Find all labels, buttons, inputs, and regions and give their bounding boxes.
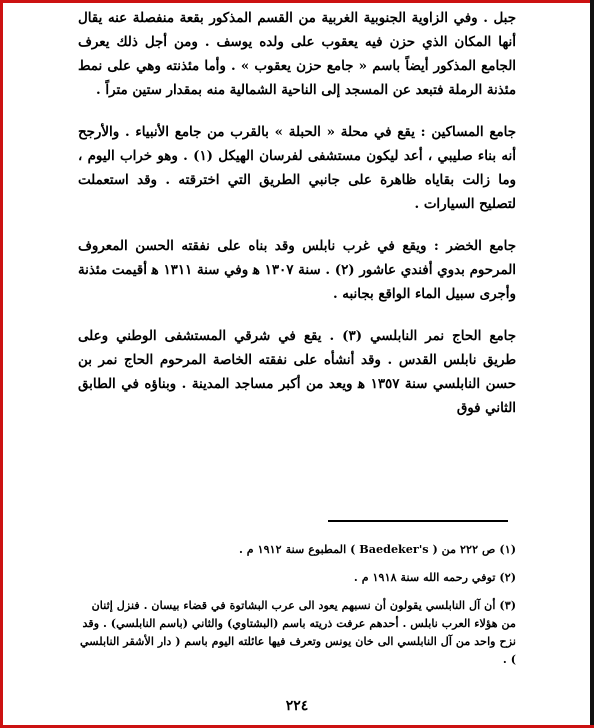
window-frame-right	[590, 0, 594, 728]
paragraph-text: جبل . وفي الزاوية الجنوبية الغربية من القسم المذكور بقعة منفصلة عنه يقال أنها المكان الذي حزن فيه يعقوب على ولده يوسف . ومن أجل ذلك يعرف الجامع المذكور أيضاً باسم « جامع حزن يعقوب » . وأما مئذنته وهي على نمط مئذنة الرملة فتبعد عن المسجد إلى الناحية الشمالية منه بمقدار ستين متراً .	[78, 10, 516, 98]
footnotes	[78, 540, 516, 668]
footnote-3: (٣) أن آل النابلسي يقولون أن نسبهم يعود الى عرب البشاتوة في قضاء بيسان . فنزل إثنان من هؤلاء العرب نابلس . أحدهم عرفت ذريته باسم (البشتاوي) والثاني (باسم النابلسي) . وقد نزح واحد من آل النابلسي الى خان يونس وتعرف فيها عائلته اليوم باسم ( دار الأشقر النابلسي ) .	[79, 598, 516, 666]
paragraph-nimr-mosque	[78, 324, 516, 420]
paragraph-text: (٣) . يقع في شرقي المستشفى الوطني وعلى طريق نابلس القدس . وقد أنشأه على نفقته الخاصة المرحوم الحاج نمر بن حسن النابلسي سنة ١٣٥٧ ﻫ ويعد من أكبر مساجد المدينة . وبناؤه في الطابق الثاني فوق	[78, 328, 517, 416]
footnote-1	[78, 540, 516, 558]
footnote-1-suffix: ) المطبوع سنة ١٩١٢ م .	[239, 542, 356, 556]
paragraph-intro	[78, 6, 516, 102]
footnote-divider	[328, 520, 508, 522]
footnote-1-prefix: (١) ص ٢٢٢ من (	[432, 542, 516, 556]
footnote-1-source: Baedeker's	[359, 542, 429, 556]
page-number: ٢٢٤	[285, 698, 309, 714]
paragraph-text: : ويقع في غرب نابلس وقد بناه على نفقته الحسن المعروف المرحوم بدوي أفندي عاشور (٢) . سنة ١٣٠٧ ﻫ وفي سنة ١٣١١ ﻫ أقيمت مئذنة وأجرى سبيل الماء الواقع بجانبه .	[78, 238, 516, 302]
paragraph-text: : يقع في محلة « الحبلة » بالقرب من جامع الأنبياء . والأرجح أنه بناء صليبي ، أعد ليكون مستشفى لفرسان الهيكل (١) . وهو خراب اليوم ، وما زالت بقاياه ظاهرة على جانبي الطريق التي اخترقته . وقد استعملت لتصليح السيارات .	[78, 124, 516, 212]
paragraph-khadr-mosque	[78, 234, 516, 306]
paragraph-heading: جامع الحاج نمر النابلسي	[370, 328, 516, 344]
paragraph-heading: جامع المساكين	[431, 124, 516, 140]
page-body	[78, 6, 516, 420]
paragraph-heading: جامع الخضر	[446, 238, 516, 254]
footnote-2: (٢) توفي رحمه الله سنة ١٩١٨ م .	[353, 570, 516, 584]
window-frame-left	[0, 0, 3, 728]
paragraph-masakin-mosque	[78, 120, 516, 216]
window-frame-top	[0, 0, 594, 3]
